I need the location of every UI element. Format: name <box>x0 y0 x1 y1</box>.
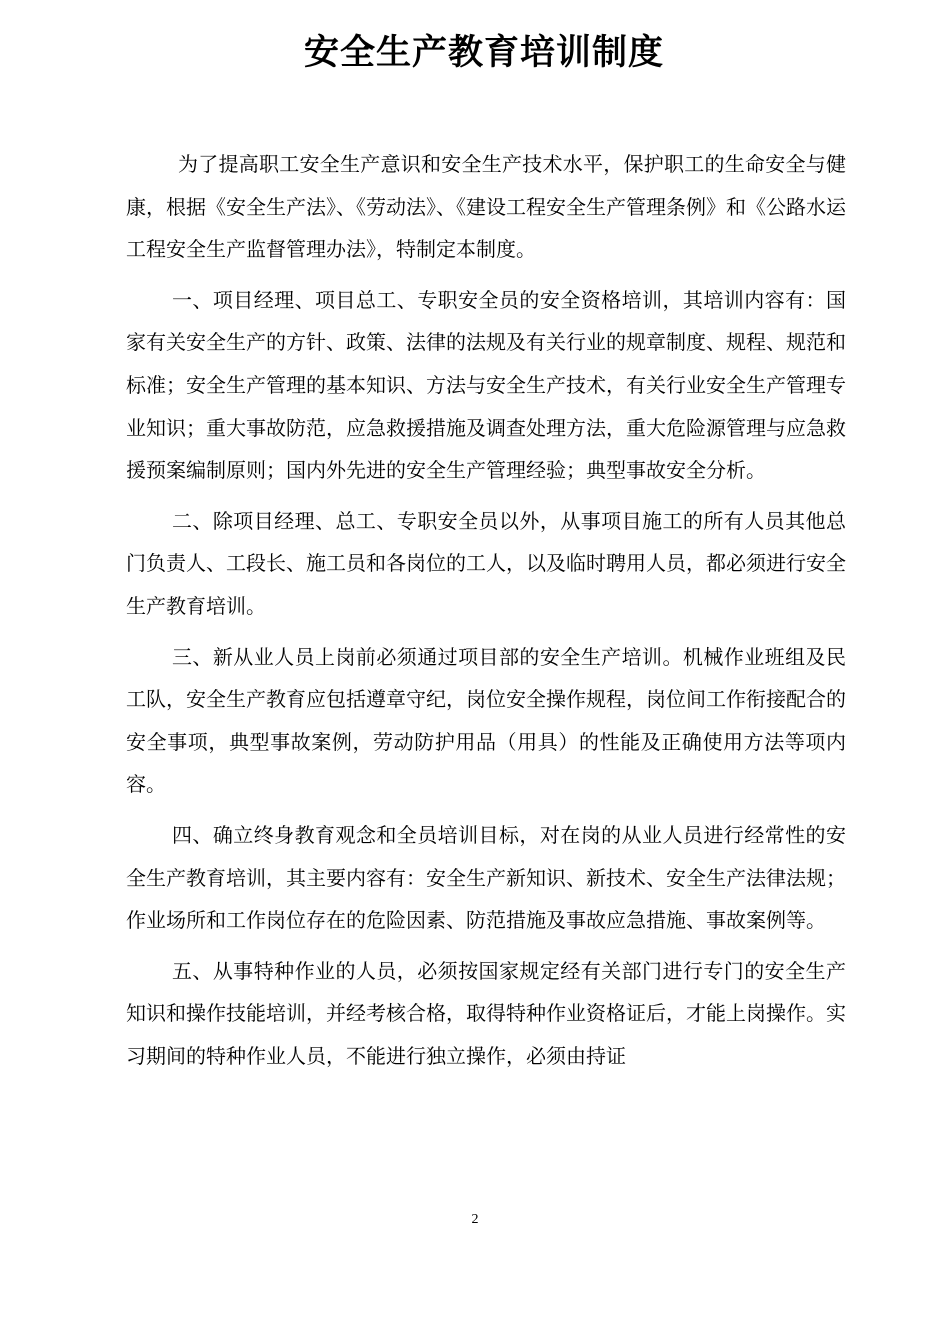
paragraph-intro: 为了提高职工安全生产意识和安全生产技术水平，保护职工的生命安全与健康，根据《安全生产法》、《劳动法》、《建设工程安全生产管理条例》和《公路水运工程安全生产监督管理办法》，特制定本制度。 <box>126 152 846 262</box>
paragraph-section-2: 二、除项目经理、总工、专职安全员以外，从事项目施工的所有人员其他总门负责人、工段长、施工员和各岗位的工人，以及临时聘用人员，都必须进行安全生产教育培训。 <box>126 508 846 618</box>
paragraph-section-1: 一、项目经理、项目总工、专职安全员的安全资格培训，其培训内容有：国家有关安全生产的方针、政策、法律的法规及有关行业的规章制度、规程、规范和标准；安全生产管理的基本知识、方法与安全生产技术，有关行业安全生产管理专业知识；重大事故防范，应急救援措施及调查处理方法，重大危险源管理与应急救援预案编制原则；国内外先进的安全生产管理经验；典型事故安全分析。 <box>126 287 846 483</box>
page-number: 2 <box>471 1212 479 1227</box>
document-body <box>126 143 846 1085</box>
paragraph-section-3: 三、新从业人员上岗前必须通过项目部的安全生产培训。机械作业班组及民工队，安全生产教育应包括遵章守纪，岗位安全操作规程，岗位间工作衔接配合的安全事项，典型事故案例，劳动防护用品（用具）的性能及正确使用方法等项内容。 <box>126 644 846 797</box>
paragraph-section-4: 四、确立终身教育观念和全员培训目标，对在岗的从业人员进行经常性的安全生产教育培训，其主要内容有：安全生产新知识、新技术、安全生产法律法规；作业场所和工作岗位存在的危险因素、防范措施及事故应急措施、事故案例等。 <box>126 822 846 933</box>
document-title: 安全生产教育培训制度 <box>304 33 665 73</box>
paragraph-section-5: 五、从事特种作业的人员，必须按国家规定经有关部门进行专门的安全生产知识和操作技能培训，并经考核合格，取得特种作业资格证后，才能上岗操作。实习期间的特种作业人员，不能进行独立操作，必须由持证 <box>126 958 846 1068</box>
